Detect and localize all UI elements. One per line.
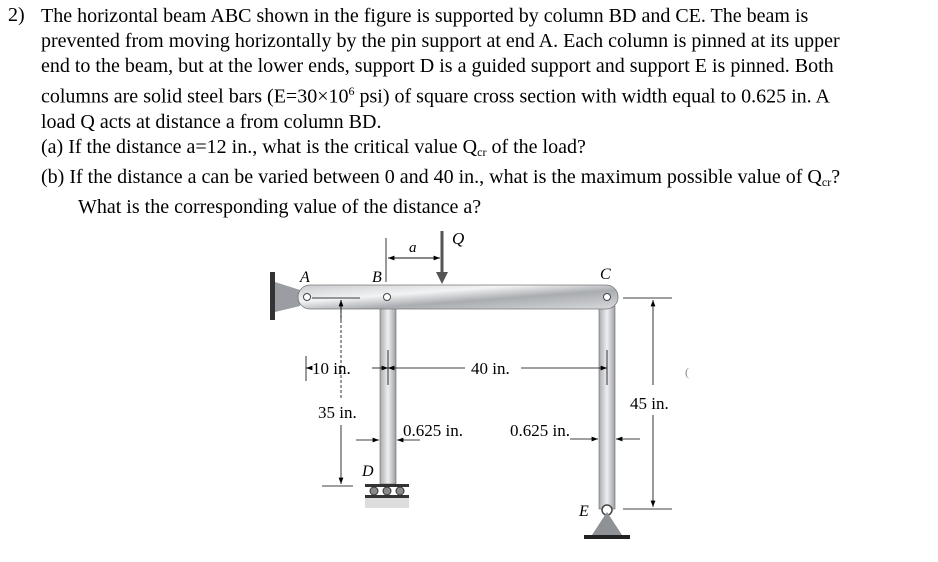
statement-line: prevented from moving horizontally by the pin support at end A. Each column is pinned at its upper bbox=[41, 30, 840, 52]
label-d: D bbox=[362, 463, 374, 480]
statement-line: columns are solid steel bars ($E=30\times 10^6$ psi) of square cross section with width equal to 0.625 in. A bbox=[41, 84, 830, 108]
stray-mark: ( bbox=[685, 365, 689, 379]
label-q: Q bbox=[452, 229, 465, 248]
statement-line: end to the beam, but at the lower ends, support D is a guided support and support E is pinned. Both bbox=[41, 55, 834, 77]
dim-35: 35 in. bbox=[318, 403, 357, 422]
beam-abc bbox=[298, 285, 618, 309]
label-a: A bbox=[300, 269, 310, 286]
label-b: B bbox=[372, 269, 382, 286]
dim-width-ce: 0.625 in. bbox=[510, 421, 570, 440]
dim-width-bd: 0.625 in. bbox=[403, 421, 463, 440]
pin-b bbox=[384, 294, 391, 301]
dim-45: 45 in. bbox=[630, 394, 669, 413]
wall-support bbox=[270, 272, 275, 320]
guided-support-d bbox=[365, 484, 409, 508]
column-bd bbox=[380, 306, 396, 484]
dim-40: 40 in. bbox=[471, 359, 510, 378]
label-a-distance: a bbox=[409, 240, 417, 256]
statement-line: The horizontal beam ABC shown in the figure is supported by column BD and CE. The beam is bbox=[41, 5, 809, 27]
pin-c bbox=[604, 294, 611, 301]
part-a: (a) If the distance a=12 in., what is the critical value $Q_{cr}$ of the load? bbox=[41, 135, 586, 159]
pin-support-e bbox=[584, 505, 630, 539]
part-b-line2: What is the corresponding value of the distance a? bbox=[78, 195, 482, 218]
column-ce bbox=[599, 306, 615, 509]
pin-support-a bbox=[275, 282, 300, 312]
pin-a bbox=[304, 294, 311, 301]
label-c: C bbox=[600, 266, 611, 283]
problem-number: 2) bbox=[8, 4, 25, 26]
label-e: E bbox=[579, 503, 589, 520]
dim-10: 10 in. bbox=[312, 359, 351, 378]
load-arrowhead bbox=[436, 272, 448, 284]
statement-line: load Q acts at distance a from column BD. bbox=[41, 110, 382, 133]
part-b: (b) If the distance a can be varied between 0 and 40 in., what is the maximum possible value of $Q_{cr}$? bbox=[41, 165, 841, 189]
